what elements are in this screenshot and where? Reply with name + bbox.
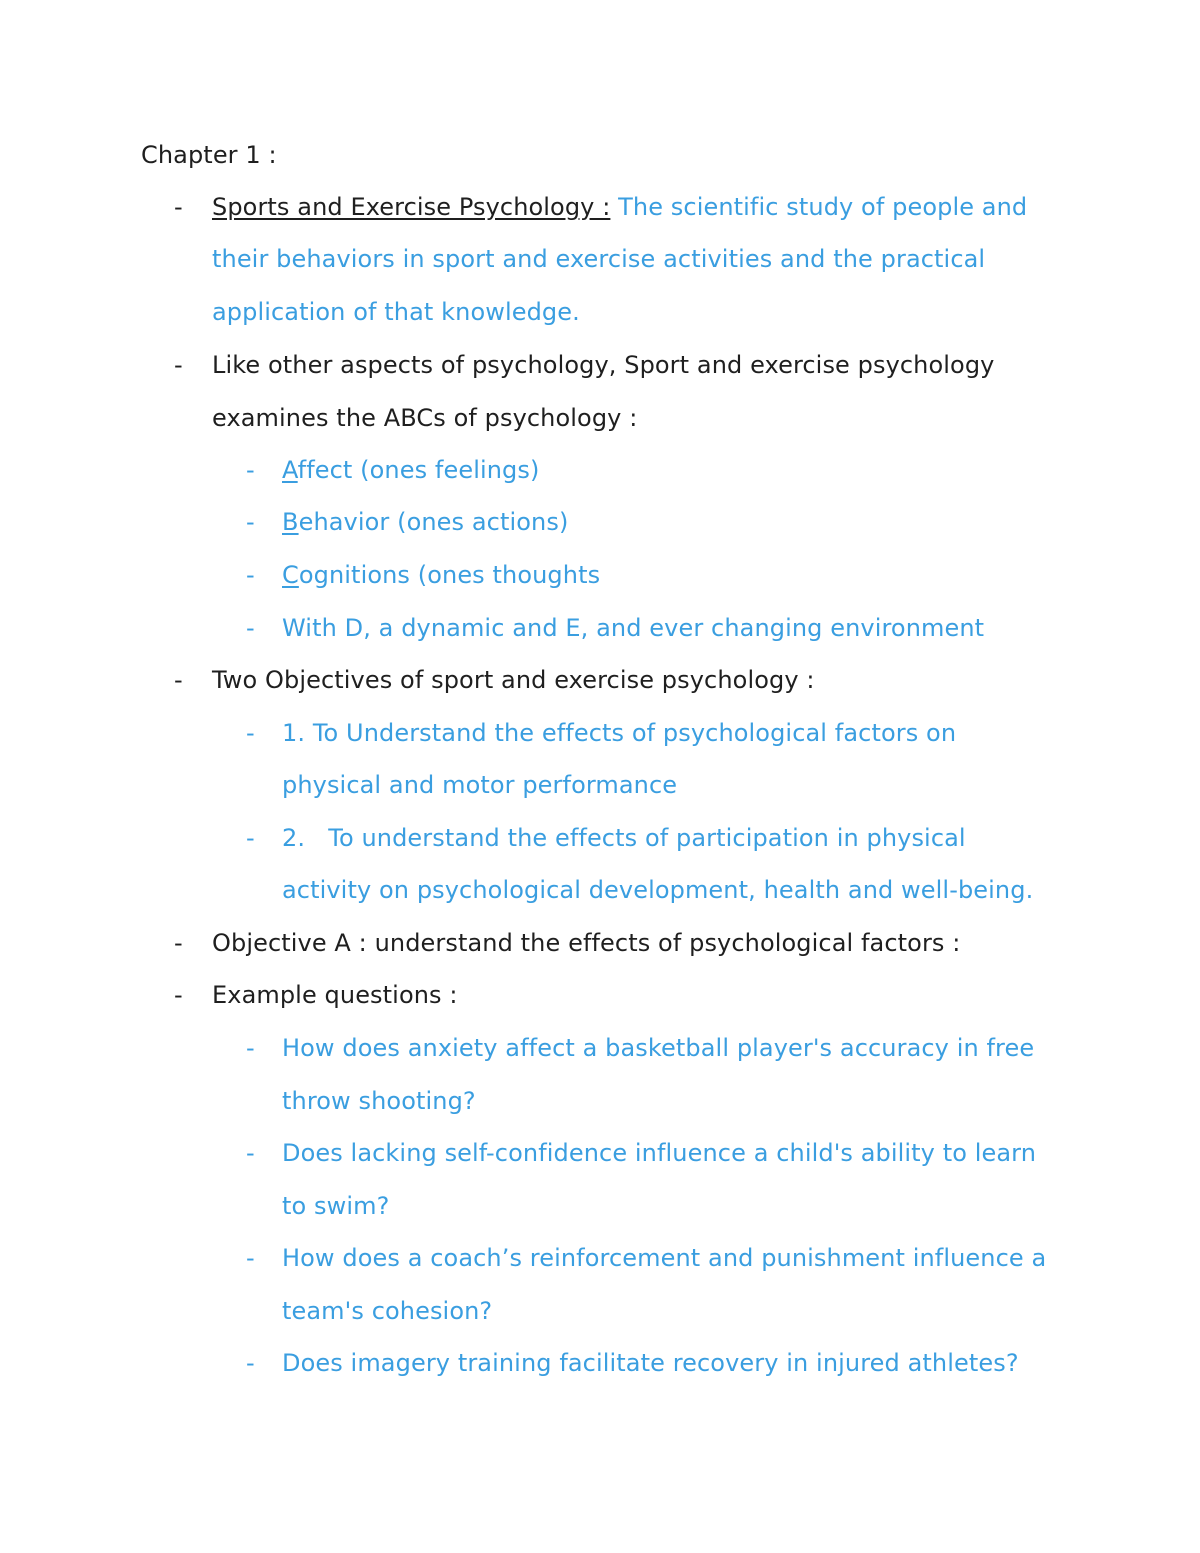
example-question: team's cohesion? [282,1297,493,1325]
abc-item-cognitions [282,555,600,595]
bullet-dash: - [174,666,183,694]
bullet-dash: - [174,929,183,957]
sub-bullet-dash: - [246,456,255,484]
abc-rest: ehavior (ones actions) [298,508,569,536]
abc-rest: ffect (ones feelings) [297,456,540,484]
example-question: How does a coach’s reinforcement and punishment influence a [282,1244,1047,1272]
bullet-dash: - [174,193,183,221]
example-question: throw shooting? [282,1087,476,1115]
sub-bullet-dash: - [246,1244,255,1272]
bullet-dash: - [174,981,183,1009]
abc-item-environment: With D, a dynamic and E, and ever changing environment [282,614,985,642]
definition-text: application of that knowledge. [212,298,580,326]
sub-bullet-dash: - [246,1349,255,1377]
definition-text: their behaviors in sport and exercise activities and the practical [212,245,986,273]
abcs-intro-text: Like other aspects of psychology, Sport and exercise psychology [212,351,995,379]
abc-initial: C [282,561,299,589]
chapter-title: Chapter 1 : [141,141,277,169]
sub-bullet-dash: - [246,508,255,536]
abcs-intro-text: examines the ABCs of psychology : [212,404,638,432]
abc-item-affect [282,450,539,490]
sub-bullet-dash: - [246,1139,255,1167]
example-intro: Example questions : [212,981,458,1009]
bullet-dash: - [174,351,183,379]
example-question: Does imagery training facilitate recovery in injured athletes? [282,1349,1019,1377]
example-question: Does lacking self-confidence influence a child's ability to learn [282,1139,1037,1167]
sub-bullet-dash: - [246,1034,255,1062]
objective-item: 2. To understand the effects of participation in physical [282,824,966,852]
abc-initial: A [282,456,298,484]
definition-line [212,187,1027,227]
sub-bullet-dash: - [246,561,255,589]
example-question: How does anxiety affect a basketball player's accuracy in free [282,1034,1035,1062]
definition-term: Sports and Exercise Psychology : [212,193,611,221]
objective-a-text: Objective A : understand the effects of psychological factors : [212,929,961,957]
sub-bullet-dash: - [246,719,255,747]
example-question: to swim? [282,1192,390,1220]
sub-bullet-dash: - [246,614,255,642]
objectives-intro: Two Objectives of sport and exercise psychology : [212,666,815,694]
objective-item: activity on psychological development, health and well-being. [282,876,1034,904]
abc-item-behavior [282,502,568,542]
definition-text: The scientific study of people and [618,193,1028,221]
abc-initial: B [282,508,299,536]
objective-item: physical and motor performance [282,771,678,799]
abc-rest: ognitions (ones thoughts [298,561,601,589]
objective-item: 1. To Understand the effects of psychological factors on [282,719,957,747]
sub-bullet-dash: - [246,824,255,852]
